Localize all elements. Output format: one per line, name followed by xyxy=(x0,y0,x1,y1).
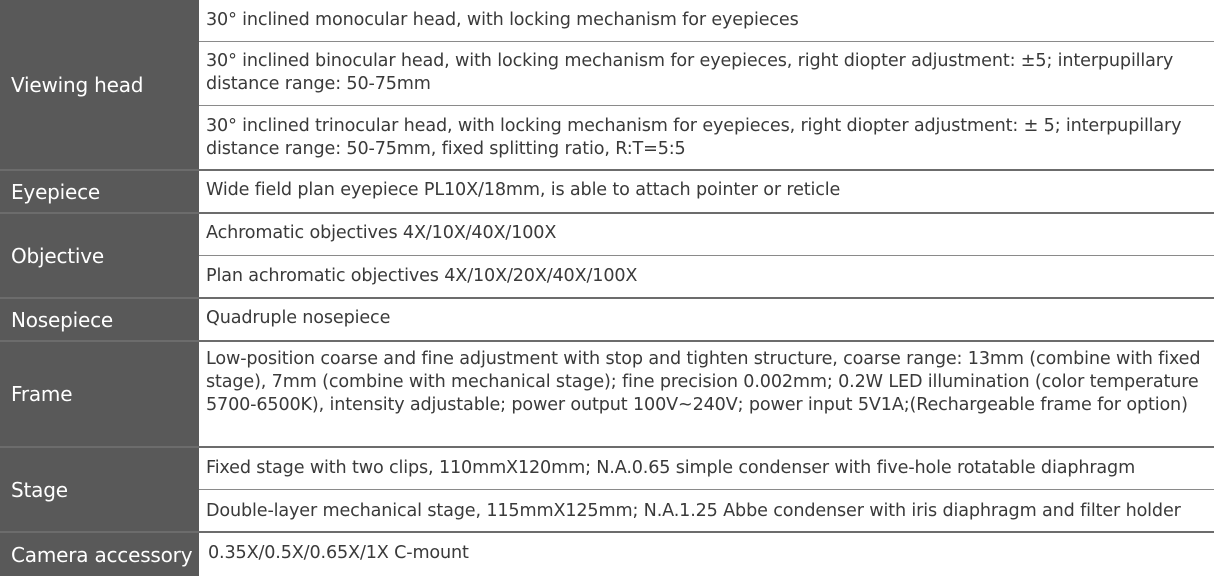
spec-row-nosepiece xyxy=(0,299,1214,340)
spec-value-eyepiece: Wide field plan eyepiece PL10X/18mm, is able to attach pointer or reticle xyxy=(206,180,841,200)
spec-label-frame: Frame xyxy=(0,342,199,446)
spec-value-fixed-stage: Fixed stage with two clips, 110mmX120mm; N.A.0.65 simple condenser with five-hole rotatable diaphragm xyxy=(206,458,1136,478)
spec-values-eyepiece xyxy=(199,171,1214,212)
spec-row-camera-accessory xyxy=(0,533,1214,576)
spec-row-eyepiece xyxy=(0,171,1214,212)
spec-value-frame: Low-position coarse and fine adjustment with stop and tighten structure, coarse range: 13mm (combine with fixed stage), 7mm (combine with mechanical stage); fine precision 0.002mm; 0.2W LED illumination (color temperature 5700-6500K), intensity adjustable; power output 100V~240V; power input 5V1A;(Rechargeable frame for option) xyxy=(206,349,1201,415)
spec-value-achromatic: Achromatic objectives 4X/10X/40X/100X xyxy=(206,223,557,243)
spec-values-frame xyxy=(199,342,1214,446)
spec-values-camera-accessory xyxy=(199,533,1214,576)
spec-value-mechanical-stage: Double-layer mechanical stage, 115mmX125mm; N.A.1.25 Abbe condenser with iris diaphragm and filter holder xyxy=(206,501,1181,521)
subrow-divider xyxy=(199,255,1214,256)
row-divider xyxy=(0,169,1214,171)
subrow-divider xyxy=(199,489,1214,490)
spec-values-viewing-head xyxy=(199,0,1214,169)
spec-label-camera-accessory: Camera accessory xyxy=(0,533,199,576)
subrow-divider xyxy=(199,41,1214,42)
spec-value-monocular: 30° inclined monocular head, with locking mechanism for eyepieces xyxy=(206,10,799,30)
spec-value-trinocular: 30° inclined trinocular head, with locking mechanism for eyepieces, right diopter adjustment: ± 5; interpupillary distance range: 50-75mm, fixed splitting ratio, R:T=5:5 xyxy=(206,116,1182,159)
row-divider xyxy=(0,340,1214,342)
subrow-divider xyxy=(199,105,1214,106)
spec-row-viewing-head xyxy=(0,0,1214,169)
spec-value-nosepiece: Quadruple nosepiece xyxy=(206,308,391,328)
spec-label-eyepiece: Eyepiece xyxy=(0,171,199,212)
spec-values-nosepiece xyxy=(199,299,1214,340)
spec-label-stage: Stage xyxy=(0,448,199,531)
row-divider xyxy=(0,297,1214,299)
spec-value-plan-achromatic: Plan achromatic objectives 4X/10X/20X/40X/100X xyxy=(206,266,638,286)
spec-value-binocular: 30° inclined binocular head, with locking mechanism for eyepieces, right diopter adjustment: ±5; interpupillary distance range: 50-75mm xyxy=(206,51,1174,94)
spec-label-viewing-head: Viewing head xyxy=(0,0,199,169)
spec-row-frame xyxy=(0,342,1214,446)
spec-label-objective: Objective xyxy=(0,214,199,297)
spec-value-camera-accessory: 0.35X/0.5X/0.65X/1X C-mount xyxy=(208,543,469,563)
row-divider xyxy=(0,212,1214,214)
spec-label-nosepiece: Nosepiece xyxy=(0,299,199,340)
row-divider xyxy=(0,446,1214,448)
row-divider xyxy=(0,531,1214,533)
